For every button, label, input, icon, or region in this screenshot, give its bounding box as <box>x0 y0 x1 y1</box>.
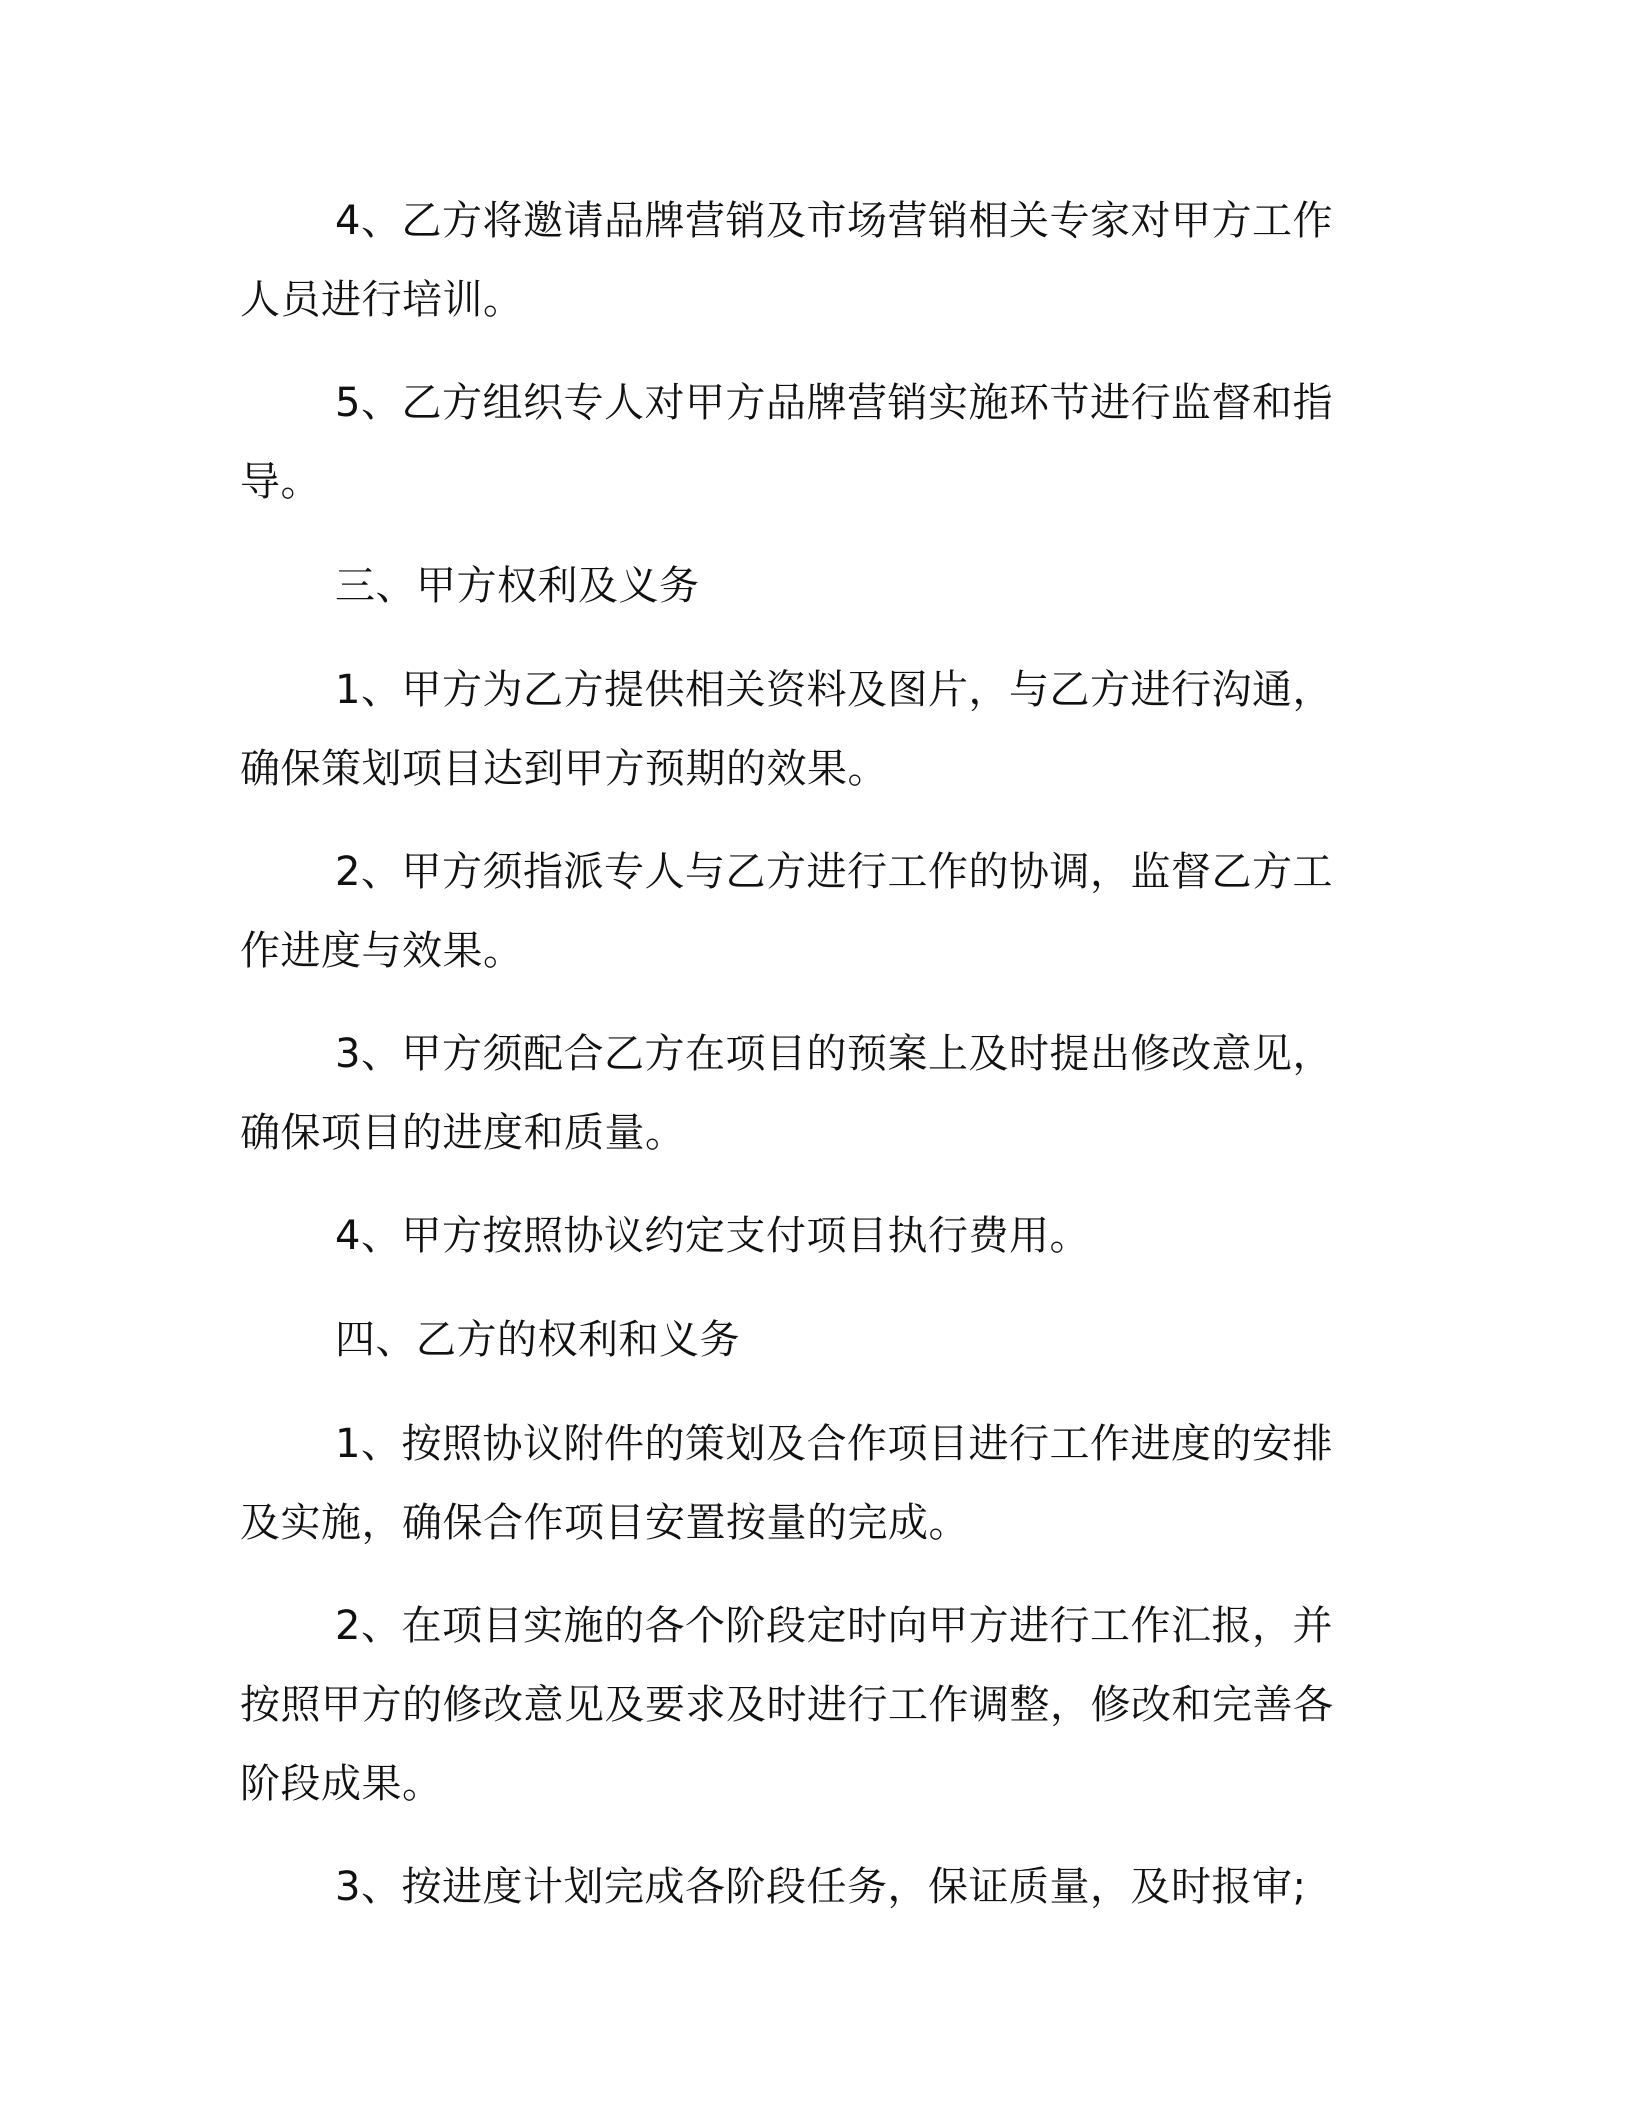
paragraph-a4-payment: 4、甲方按照协议约定支付项目执行费用。 <box>335 1213 1090 1259</box>
paragraph-b5-supervision: 5、乙方组织专人对甲方品牌营销实施环节进行监督和指导。 <box>240 380 1333 505</box>
section-heading-party-b-rights: 四、乙方的权利和义务 <box>335 1317 740 1363</box>
paragraph-b2-reporting: 2、在项目实施的各个阶段定时向甲方进行工作汇报，并按照甲方的修改意见及要求及时进行工作调整，修改和完善各阶段成果。 <box>240 1603 1334 1807</box>
section-heading-party-a-rights: 三、甲方权利及义务 <box>335 563 700 609</box>
paragraph-a1-materials: 1、甲方为乙方提供相关资料及图片，与乙方进行沟通，确保策划项目达到甲方预期的效果。 <box>240 667 1333 792</box>
paragraph-a2-coordination: 2、甲方须指派专人与乙方进行工作的协调，监督乙方工作进度与效果。 <box>240 849 1333 974</box>
paragraph-b1-schedule: 1、按照协议附件的策划及合作项目进行工作进度的安排及实施，确保合作项目安置按量的完成。 <box>240 1421 1333 1546</box>
paragraph-b3-quality: 3、按进度计划完成各阶段任务，保证质量，及时报审; <box>335 1864 1307 1910</box>
document-body <box>240 182 1370 1952</box>
paragraph-b4-training: 4、乙方将邀请品牌营销及市场营销相关专家对甲方工作人员进行培训。 <box>240 198 1333 323</box>
paragraph-a3-revisions: 3、甲方须配合乙方在项目的预案上及时提出修改意见，确保项目的进度和质量。 <box>240 1031 1333 1156</box>
